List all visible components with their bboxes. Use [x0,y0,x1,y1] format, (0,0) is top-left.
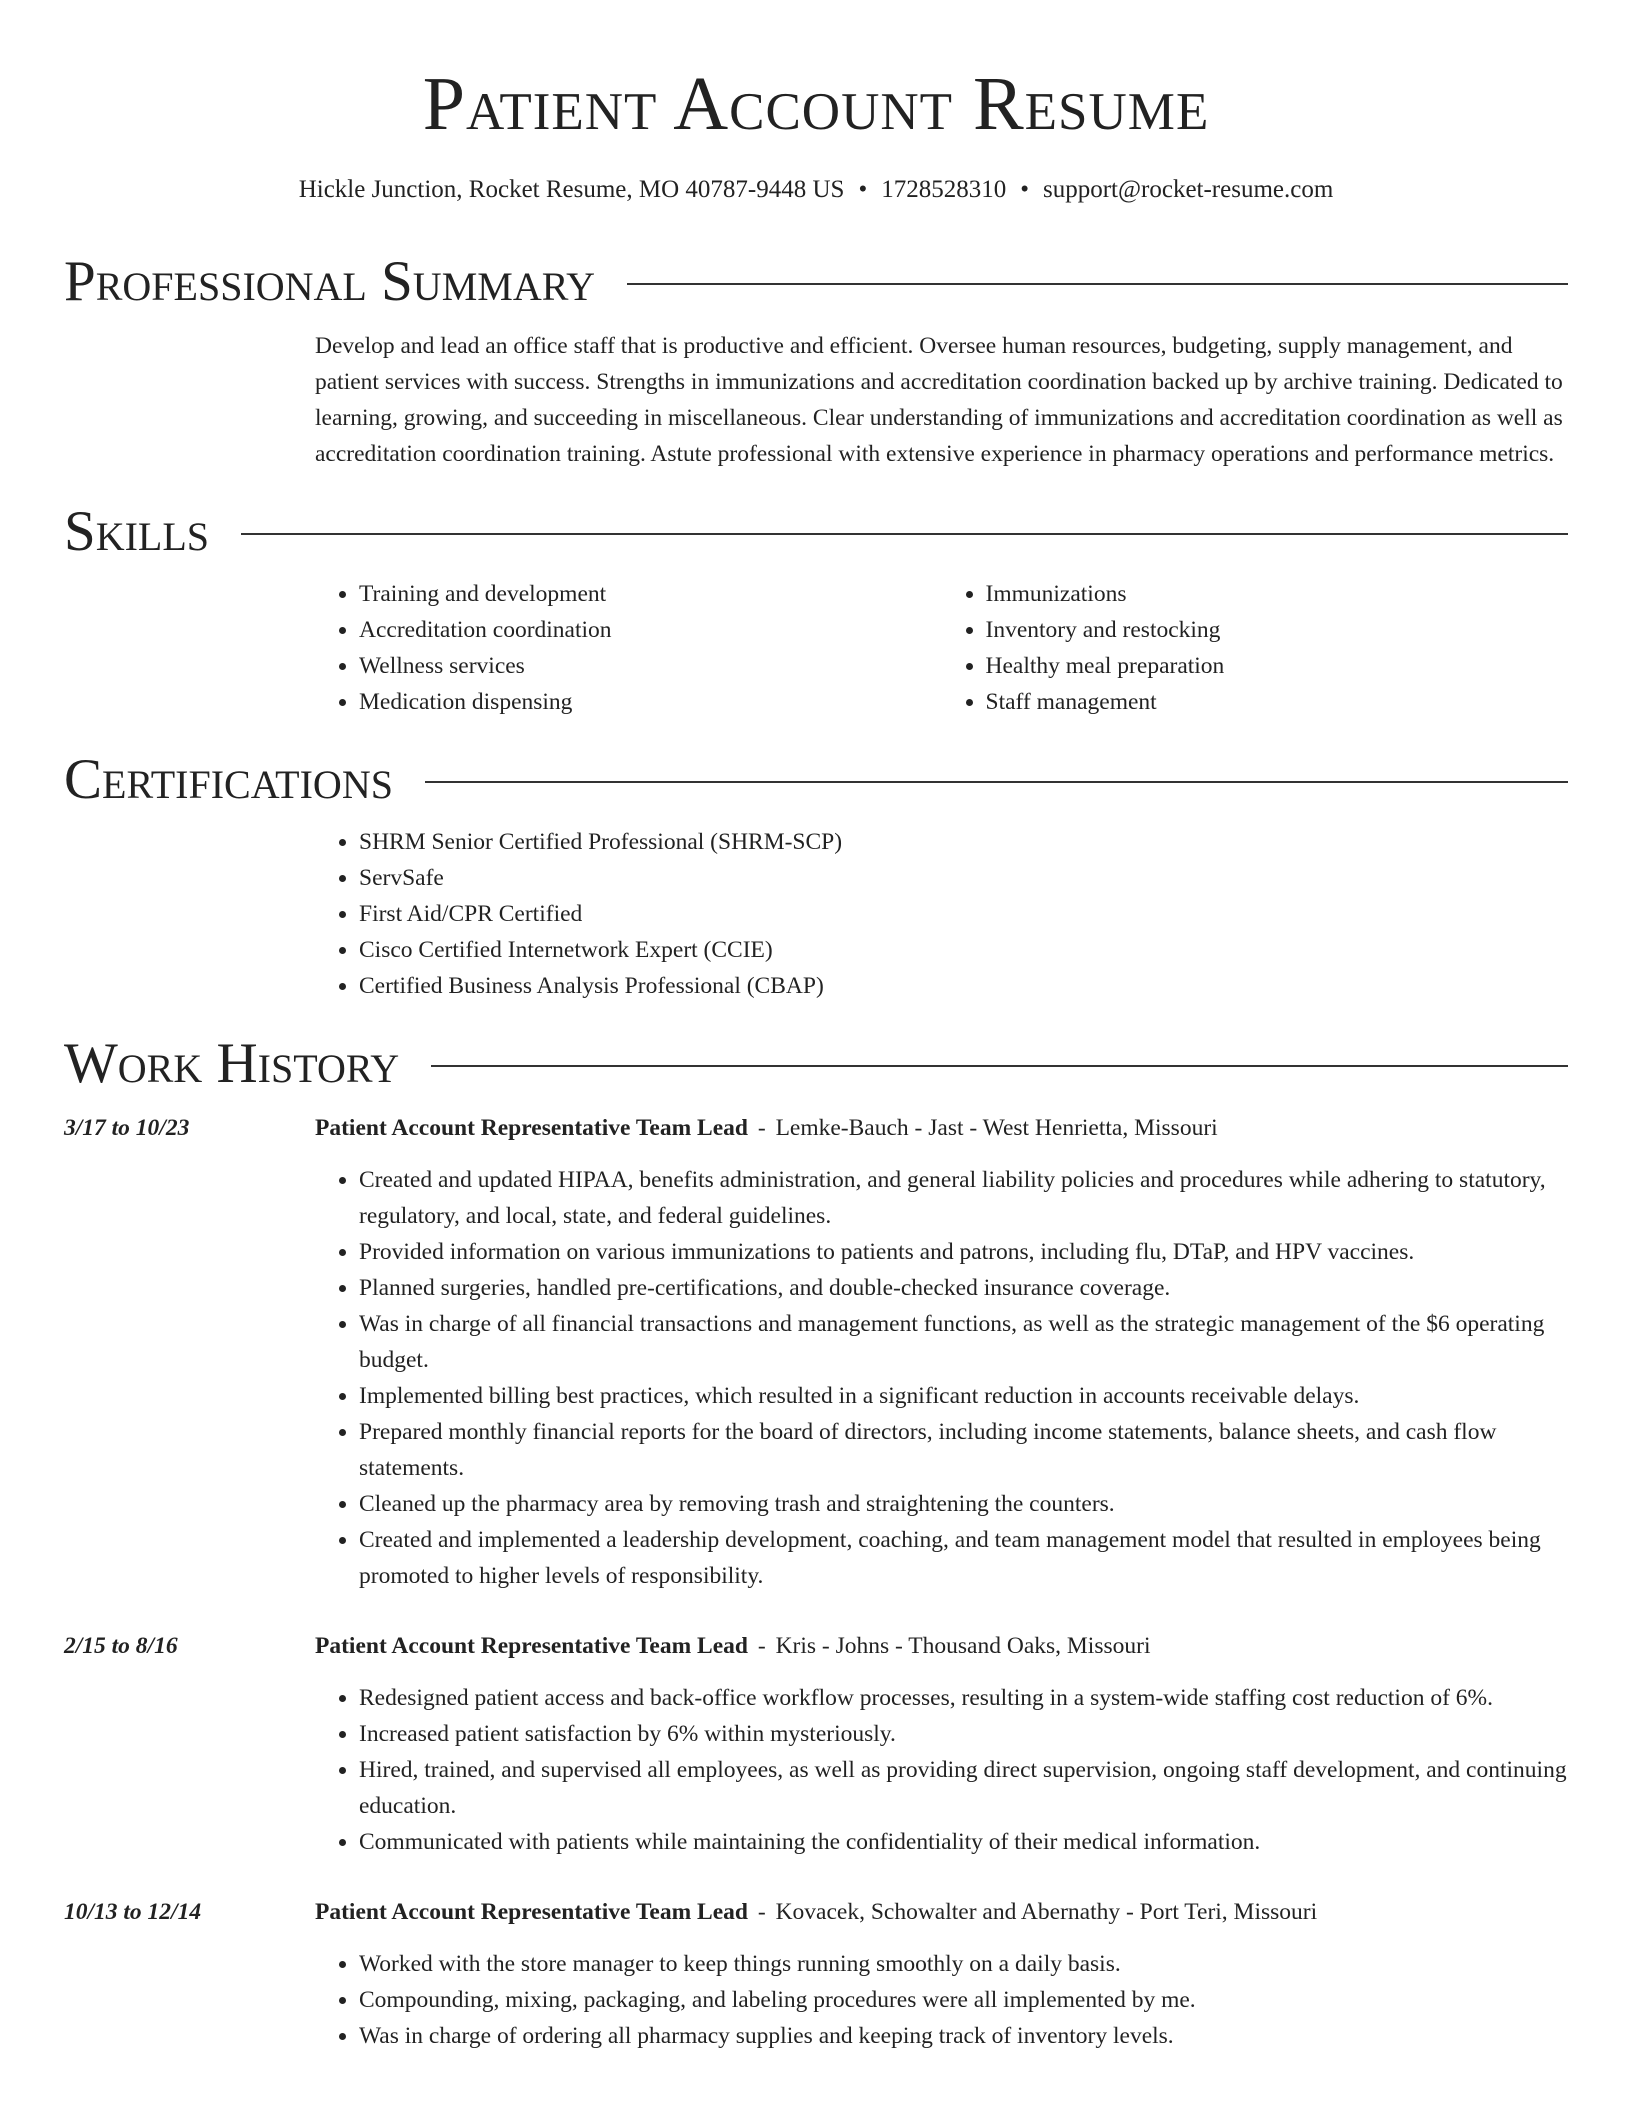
job-title: Patient Account Representative Team Lead [315,1899,748,1925]
certification-item: • Cisco Certified Internetwork Expert (CCIE) [359,932,1568,968]
job-bullet: • Prepared monthly financial reports for the board of directors, including income statements, balance sheets, and cash flow statements. [359,1414,1568,1486]
job-bullet: • Created and implemented a leadership development, coaching, and team management model that resulted in employees being promoted to higher levels of responsibility. [359,1522,1568,1594]
job-bullet: • Increased patient satisfaction by 6% within mysteriously. [359,1716,1568,1752]
job-title: Patient Account Representative Team Lead [315,1115,748,1141]
certification-item: • Certified Business Analysis Professional (CBAP) [359,968,1568,1004]
skills-section [64,500,1568,720]
contact-address: Hickle Junction, Rocket Resume, MO 40787-9448 US [298,176,845,203]
skill-item: • Accreditation coordination [359,612,942,648]
job-dates: 2/15 to 8/16 [64,1633,178,1659]
skill-item: • Inventory and restocking [986,612,1569,648]
job-bullet: • Worked with the store manager to keep things running smoothly on a daily basis. [359,1946,1568,1982]
section-header [64,500,1568,564]
section-header [64,748,1568,812]
job-bullet: • Was in charge of ordering all pharmacy supplies and keeping track of inventory levels. [359,2018,1568,2054]
section-divider [241,533,1568,535]
job-bullet: • Planned surgeries, handled pre-certifications, and double-checked insurance coverage. [359,1270,1568,1306]
skill-item: • Medication dispensing [359,684,942,720]
section-divider [627,283,1568,285]
job-employer: Kovacek, Schowalter and Abernathy - Port Teri, Missouri [775,1899,1318,1925]
skills-list-right [942,576,1569,720]
job-employer: Kris - Johns - Thousand Oaks, Missouri [775,1633,1151,1659]
section-divider [431,1065,1568,1067]
job-bullets [315,1946,1568,2054]
work-history-section [64,1032,1568,2054]
section-divider [425,781,1568,783]
job-heading: Patient Account Representative Team Lead - Kovacek, Schowalter and Abernathy - Port Teri, Missouri [315,1899,1318,1925]
contact-email: support@rocket-resume.com [1043,176,1334,203]
job-bullet: • Cleaned up the pharmacy area by removing trash and straightening the counters. [359,1486,1568,1522]
job-employer: Lemke-Bauch - Jast - West Henrietta, Missouri [775,1115,1218,1141]
job-bullets [315,1680,1568,1860]
summary-section [64,250,1568,472]
separator: • [858,176,868,203]
job-heading: Patient Account Representative Team Lead - Kris - Johns - Thousand Oaks, Missouri [315,1633,1151,1659]
section-header [64,1032,1568,1096]
section-title-summary: Professional Summary [64,250,596,313]
job-bullets [315,1162,1568,1594]
certification-item: • ServSafe [359,860,1568,896]
contact-phone: 1728528310 [881,176,1007,203]
skill-item: • Staff management [986,684,1569,720]
job-bullet: • Provided information on various immunizations to patients and patrons, including flu, DTaP, and HPV vaccines. [359,1234,1568,1270]
job-entry [64,1110,1568,1594]
job-entry [64,1894,1568,2054]
job-bullet: • Redesigned patient access and back-office workflow processes, resulting in a system-wide staffing cost reduction of 6%. [359,1680,1568,1716]
certifications-section [64,748,1568,1004]
section-title-work-history: Work History [64,1032,400,1095]
certification-item: • First Aid/CPR Certified [359,896,1568,932]
job-bullet: • Was in charge of all financial transactions and management functions, as well as the strategic management of the $6 operating budget. [359,1306,1568,1378]
skill-item: • Immunizations [986,576,1569,612]
skills-list-left [315,576,942,720]
section-title-certifications: Certifications [64,748,393,811]
separator: • [1020,176,1029,203]
job-heading: Patient Account Representative Team Lead - Lemke-Bauch - Jast - West Henrietta, Missouri [315,1115,1218,1141]
skill-item: • Healthy meal preparation [986,648,1569,684]
certification-item: • SHRM Senior Certified Professional (SHRM-SCP) [359,824,1568,860]
skill-item: • Training and development [359,576,942,612]
job-bullet: • Communicated with patients while maintaining the confidentiality of their medical information. [359,1824,1568,1860]
skill-item: • Wellness services [359,648,942,684]
job-dates: 10/13 to 12/14 [64,1899,202,1925]
section-header [64,250,1568,314]
summary-text: Develop and lead an office staff that is productive and efficient. Oversee human resources, budgeting, supply management, and patient services with success. Strengths in immunizations and accreditation coordination backed up by archive training. Dedicated to learning, growing, and succeeding in miscellaneous. Clear understanding of immunizations and accreditation coordination as well as accreditation coordination training. Astute professional with extensive experience in pharmacy operations and performance metrics. [315,333,1563,467]
page-title: Patient Account Resume [422,62,1210,146]
job-title: Patient Account Representative Team Lead [315,1633,748,1659]
job-bullet: • Compounding, mixing, packaging, and labeling procedures were all implemented by me. [359,1982,1568,2018]
job-bullet: • Created and updated HIPAA, benefits administration, and general liability policies and procedures while adhering to statutory, regulatory, and local, state, and federal guidelines. [359,1162,1568,1234]
job-bullet: • Implemented billing best practices, which resulted in a significant reduction in accounts receivable delays. [359,1378,1568,1414]
certifications-list [315,824,1568,1004]
job-dates: 3/17 to 10/23 [64,1115,190,1141]
contact-line [0,174,1632,206]
job-bullet: • Hired, trained, and supervised all employees, as well as providing direct supervision, ongoing staff development, and continuing education. [359,1752,1568,1824]
section-title-skills: Skills [64,500,210,563]
job-entry [64,1628,1568,1860]
